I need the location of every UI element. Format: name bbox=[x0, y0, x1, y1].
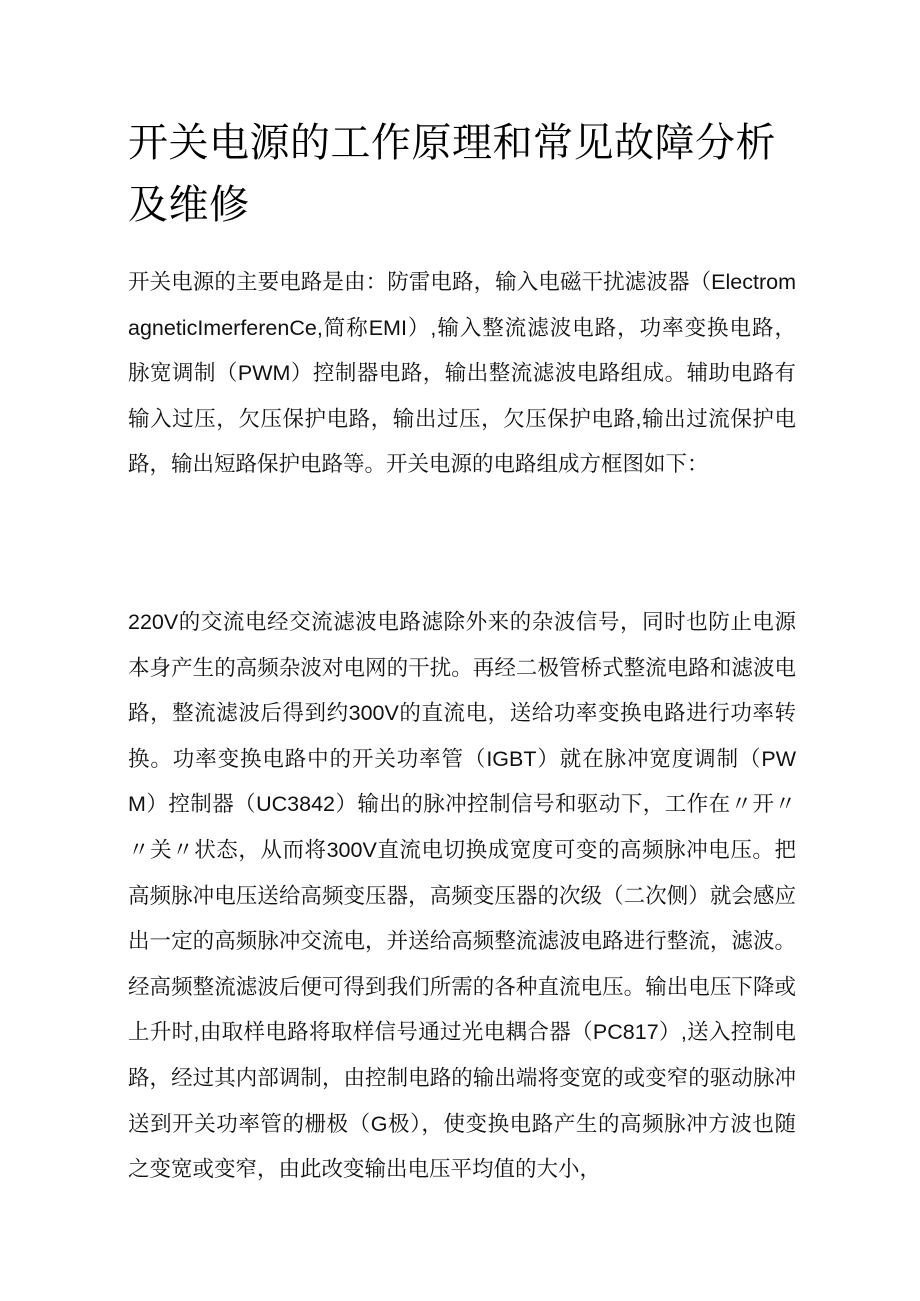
paragraph-detail: 220V的交流电经交流滤波电路滤除外来的杂波信号，同时也防止电源本身产生的高频杂波对电网的干扰。再经二极管桥式整流电路和滤波电路，整流滤波后得到约300V的直流电，送给功率变换电路进行功率转换。功率变换电路中的开关功率管（IGBT）就在脉冲宽度调制（PWM）控制器（UC3842）输出的脉冲控制信号和驱动下，工作在〃开〃〃关〃状态，从而将300V直流电切换成宽度可变的高频脉冲电压。把高频脉冲电压送给高频变压器，高频变压器的次级（二次侧）就会感应出一定的高频脉冲交流电，并送给高频整流滤波电路进行整流，滤波。经高频整流滤波后便可得到我们所需的各种直流电压。输出电压下降或上升时,由取样电路将取样信号通过光电耦合器（PC817）,送入控制电路，经过其内部调制，由控制电路的输出端将变宽的或变窄的驱动脉冲送到开关功率管的栅极（G极），使变换电路产生的高频脉冲方波也随之变宽或变窄，由此改变输出电压平均值的大小， bbox=[128, 609, 796, 1182]
page-bottom-whitespace bbox=[128, 1193, 796, 1301]
document-content bbox=[128, 0, 796, 1301]
page-title: 开关电源的工作原理和常见故障分析及维修 bbox=[128, 120, 776, 227]
paragraph-intro: 开关电源的主要电路是由：防雷电路，输入电磁干扰滤波器（ElectromagneticImerferenCe,简称EMI）,输入整流滤波电路，功率变换电路，脉宽调制（PWM）控制器电路，输出整流滤波电路组成。辅助电路有输入过压，欠压保护电路，输出过压，欠压保护电路,输出过流保护电路，输出短路保护电路等。开关电源的电路组成方框图如下： bbox=[128, 270, 796, 477]
figure-placeholder bbox=[128, 488, 796, 600]
